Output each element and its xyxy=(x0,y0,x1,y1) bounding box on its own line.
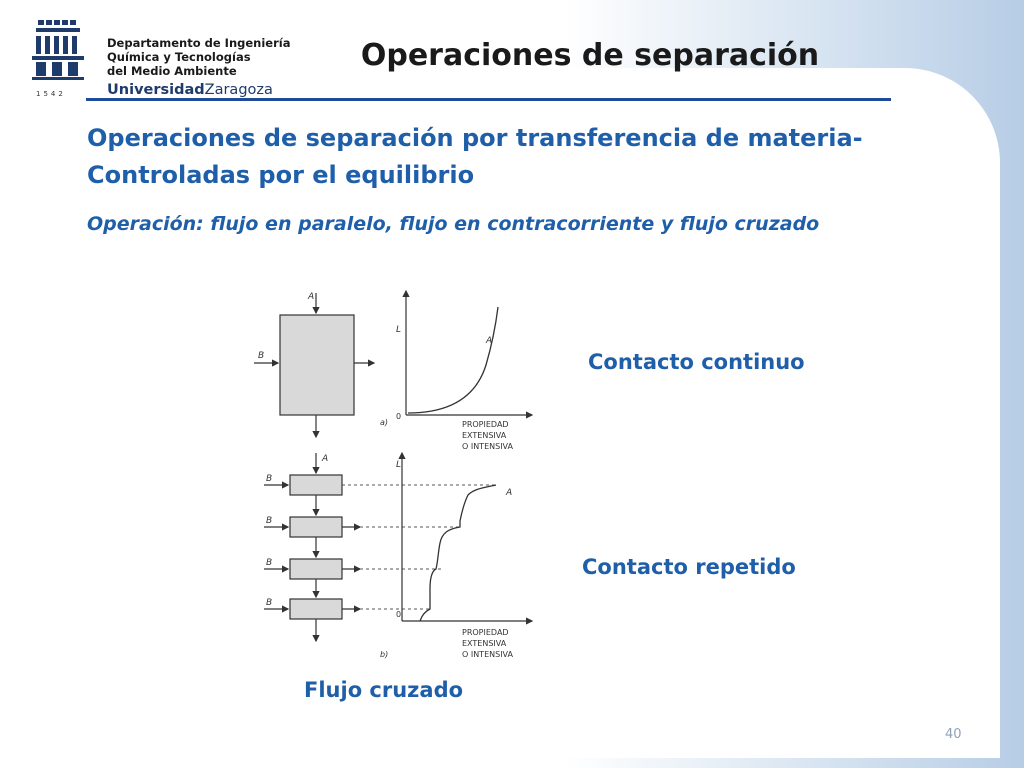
x-axis-label-1: PROPIEDAD xyxy=(462,628,509,637)
stage-4 xyxy=(290,599,342,619)
axis-l-label: L xyxy=(396,325,402,335)
crest-icon xyxy=(12,14,102,96)
contactor-column xyxy=(280,315,354,415)
continuous-contact-label: Contacto continuo xyxy=(588,350,805,374)
x-axis-label-3: O INTENSIVA xyxy=(462,650,513,659)
flow-diagram xyxy=(250,285,538,665)
logo-department: Departamento de Ingeniería Química y Tecnologías del Medio Ambiente xyxy=(107,36,291,78)
panel-label: a) xyxy=(380,418,389,427)
x-axis-label-2: EXTENSIVA xyxy=(462,431,507,440)
origin-label: 0 xyxy=(396,610,402,619)
logo-university: UniversidadZaragoza xyxy=(107,82,273,98)
curve-label: A xyxy=(506,488,513,498)
x-axis-label-2: EXTENSIVA xyxy=(462,639,507,648)
curve-label: A xyxy=(486,336,493,346)
stream-b-label: B xyxy=(266,598,273,608)
equilibrium-curve xyxy=(408,307,498,413)
stream-b-label: B xyxy=(258,351,265,361)
panel-label: b) xyxy=(380,650,389,659)
stage-1 xyxy=(290,475,342,495)
stream-a-label: A xyxy=(322,454,329,464)
stream-b-label: B xyxy=(266,558,273,568)
stage-3 xyxy=(290,559,342,579)
x-axis-label-1: PROPIEDAD xyxy=(462,420,509,429)
flow-diagram-figure xyxy=(250,285,538,665)
crossflow-label: Flujo cruzado xyxy=(304,678,464,702)
stream-b-label: B xyxy=(266,474,273,484)
x-axis-label-3: O INTENSIVA xyxy=(462,442,513,451)
page-number: 40 xyxy=(945,727,962,742)
slide-title: Operaciones de separación xyxy=(360,38,820,73)
repeated-contact-label: Contacto repetido xyxy=(582,555,796,579)
stepped-curve xyxy=(420,485,496,621)
title-divider xyxy=(86,98,891,101)
continuous-contact-diagram xyxy=(254,291,532,451)
university-logo xyxy=(12,14,291,98)
origin-label: 0 xyxy=(396,412,402,421)
stage-2 xyxy=(290,517,342,537)
section-heading: Operaciones de separación por transferencia de materia- Controladas por el equilibrio xyxy=(87,124,863,189)
logo-year: 1542 xyxy=(36,90,66,98)
section-subheading: Operación: flujo en paralelo, flujo en contracorriente y flujo cruzado xyxy=(87,213,820,235)
stream-b-label: B xyxy=(266,516,273,526)
axis-l-label: L xyxy=(396,460,402,470)
repeated-contact-diagram xyxy=(264,453,532,659)
stream-a-label: A xyxy=(308,292,315,302)
